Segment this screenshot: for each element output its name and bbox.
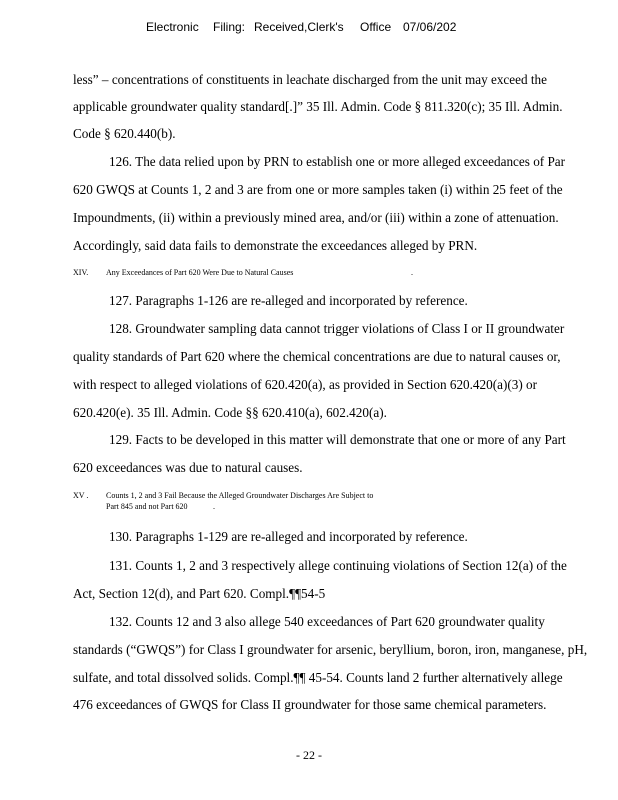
text-line: 620 exceedances was due to natural causes.: [73, 460, 303, 475]
header-office: Office: [360, 20, 392, 34]
text-line: standards (“GWQS”) for Class I groundwater for arsenic, beryllium, boron, iron, manganese, pH,: [73, 642, 588, 657]
paragraph-130: 130. Paragraphs 1-129 are re-alleged and incorporated by reference.: [109, 529, 468, 544]
text-line: Act, Section 12(d), and Part 620. Compl.¶¶54-5: [73, 586, 326, 601]
paragraph-131: 131. Counts 1, 2 and 3 respectively allege continuing violations of Section 12(a) of the: [109, 558, 567, 573]
text-line: with respect to alleged violations of 620.420(a), as provided in Section 620.420(a)(3) or: [73, 377, 538, 392]
paragraph-129: 129. Facts to be developed in this matter will demonstrate that one or more of any Part: [109, 432, 566, 447]
page-number: - 22 -: [296, 748, 322, 762]
text-line: Accordingly, said data fails to demonstrate the exceedances alleged by PRN.: [73, 238, 478, 253]
text-line: less” – concentrations of constituents in leachate discharged from the unit may exceed the: [73, 72, 547, 87]
section-dot: .: [213, 502, 215, 511]
text-line: 476 exceedances of GWQS for Class II groundwater for those same chemical parameters.: [73, 697, 547, 712]
text-line: quality standards of Part 620 where the chemical concentrations are due to natural causes or,: [73, 349, 561, 364]
text-line: Code § 620.440(b).: [73, 126, 176, 141]
text-line: applicable groundwater quality standard[.]” 35 Ill. Admin. Code § 811.320(c); 35 Ill. Admin.: [73, 99, 563, 114]
section-dot: .: [411, 268, 413, 277]
text-line: 620.420(e). 35 Ill. Admin. Code §§ 620.410(a), 602.420(a).: [73, 405, 387, 420]
section-title: Counts 1, 2 and 3 Fail Because the Alleged Groundwater Discharges Are Subject to: [106, 491, 374, 500]
header-received-clerks: Received,Clerk's: [254, 20, 344, 34]
header-date: 07/06/202: [403, 20, 457, 34]
paragraph-127: 127. Paragraphs 1-126 are re-alleged and incorporated by reference.: [109, 293, 468, 308]
section-number: XV .: [73, 491, 89, 500]
paragraph-132: 132. Counts 12 and 3 also allege 540 exceedances of Part 620 groundwater quality: [109, 614, 545, 629]
paragraph-126: 126. The data relied upon by PRN to establish one or more alleged exceedances of Par: [109, 154, 566, 169]
header-electronic: Electronic: [146, 20, 199, 34]
section-title-cont: Part 845 and not Part 620: [106, 502, 188, 511]
header-filing: Filing:: [213, 20, 246, 34]
section-number: XIV.: [73, 268, 89, 277]
text-line: Impoundments, (ii) within a previously mined area, and/or (iii) within a zone of attenuation.: [73, 210, 559, 225]
paragraph-128: 128. Groundwater sampling data cannot trigger violations of Class I or II groundwater: [109, 321, 565, 336]
text-line: sulfate, and total dissolved solids. Compl.¶¶ 45-54. Counts land 2 further alternatively allege: [73, 670, 563, 685]
text-line: 620 GWQS at Counts 1, 2 and 3 are from one or more samples taken (i) within 25 feet of the: [73, 182, 563, 197]
section-title: Any Exceedances of Part 620 Were Due to Natural Causes: [106, 268, 294, 277]
